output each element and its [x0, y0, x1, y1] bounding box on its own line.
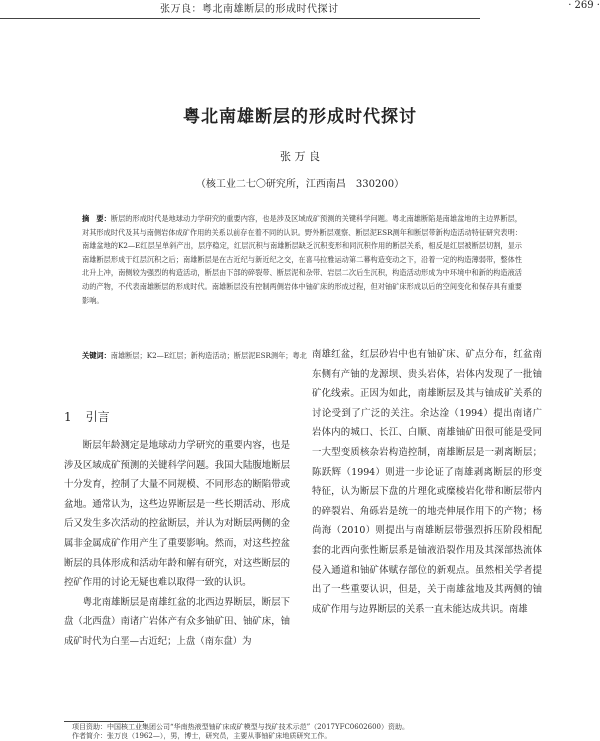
running-header — [0, 0, 600, 16]
left-paragraph-2: 粤北南雄断层是南雄红盆的北西边界断层，断层下盘（北西盘）南诸广岩体产有众多铀矿田、铀矿床，铀成矿时代为白垩—古近纪；上盘（南东盘）为 — [64, 596, 290, 647]
right-column — [312, 345, 542, 619]
keywords-label: 关键词： — [82, 351, 111, 360]
section-title: 引言 — [85, 410, 110, 424]
section-number: 1 — [64, 410, 72, 424]
section-heading — [64, 408, 110, 425]
right-paragraph-1: 南雄红盆，红层砂岩中也有铀矿床、矿点分布，红盆南东侧有产铀的龙源坝、贵头岩体，岩体内发现了一批铀矿化线索。正因为如此，南雄断层及其与铀成矿关系的讨论受到了广泛的关注。余达淦（1994）提出南诸广岩体内的城口、长江、白顺、南雄铀矿田很可能是受同一大型变质核杂岩构造控制，南雄断层是一剥离断层；陈跃辉（1994）则进一步论证了南雄剥离断层的形变特征，认为断层下盘的片理化或糜棱岩化带和断层带内的碎裂岩、角砾岩是统一的地壳伸展作用下的产物；杨尚海（2010）则提出与南雄断层带强烈拆压阶段相配套的北西向张性断层系是铀液沿裂作用及其深部热流体侵入通道和铀矿体赋存部位的新观点。虽然相关学者提出了一些重要认识，但是，关于南雄盆地及其两侧的铀成矿作用与边界断层的关系一直未能达成共识。南雄 — [312, 349, 542, 615]
footnote-author-bio: 作者简介：张万良（1962—），男，博士，研究员，主要从事铀矿床地质研究工作。 — [72, 732, 332, 740]
author-name: 张 万 良 — [280, 150, 320, 163]
article-title: 粤北南雄断层的形成时代探讨 — [183, 107, 417, 127]
footnote-fund: 项目资助：中国核工业集团公司“华南热液型铀矿床成矿模型与找矿技术示范”（2017YFC0602600）资助。 — [72, 723, 409, 731]
page-number: · 269 · — [568, 0, 600, 11]
header-rule — [0, 18, 480, 19]
keywords-text: 南雄断层；K2—E红层；新构造活动；断层泥ESR测年；粤北 — [110, 351, 307, 360]
left-column — [64, 436, 290, 652]
abstract-text: 断层的形成时代是地球动力学研究的重要内容，也是涉及区域成矿预测的关键科学问题。粤北南雄断陷是南雄盆地的主边界断层，对其形成时代及其与南侧岩体成矿作用的关系以前存在着不同的认识。野外断层观察、断层泥ESR测年和断层带新构造活动特征研究表明：南雄盆地的K2—E红层呈单斜产出，层序稳定，红层沉积与南雄断层缺乏沉积变形和同沉积作用的断层关系，相反是红层被断层切割，显示南雄断层形成于红层沉积之后；南雄断层是在古近纪与新近纪之交，在喜马拉雅运动第二幕构造变动之下，沿着一定的构造薄弱带，整体性北升上冲，南侧较为强烈的构造活动，断层由下部的碎裂带、断层泥和杂带、岩层二次后生沉积，构造活动形成为中环境中和新的构造液活动的产物，不代表南雄断层的形成时代。南雄断层没有控制两侧岩体中铀矿床的形成过程，但对铀矿床形成以后的空间变化和保存具有重要影响。 — [82, 214, 522, 305]
abstract-label: 摘 要： — [82, 214, 111, 223]
running-title: 张万良：粤北南雄断层的形成时代探讨 — [160, 4, 339, 15]
author-affiliation: （核工业二七〇研究所，江西南昌 330200） — [195, 179, 405, 190]
abstract — [82, 212, 522, 307]
left-paragraph-1: 断层年龄测定是地球动力学研究的重要内容，也是涉及区域成矿预测的关键科学问题。我国大陆腹地断层十分发育，控制了大量不同规模、不同形态的断陷带或盆地。通常认为，这些边界断层是一些长期活动、形成后又发生多次活动的控盆断层，并认为对断层两侧的金属非金属成矿作用产生了重要影响。然而，对这些控盆断层的具体形成和活动年龄和解有研究，对这些断层的控矿作用的讨论无疑也难以取得一致的认识。 — [64, 440, 290, 589]
